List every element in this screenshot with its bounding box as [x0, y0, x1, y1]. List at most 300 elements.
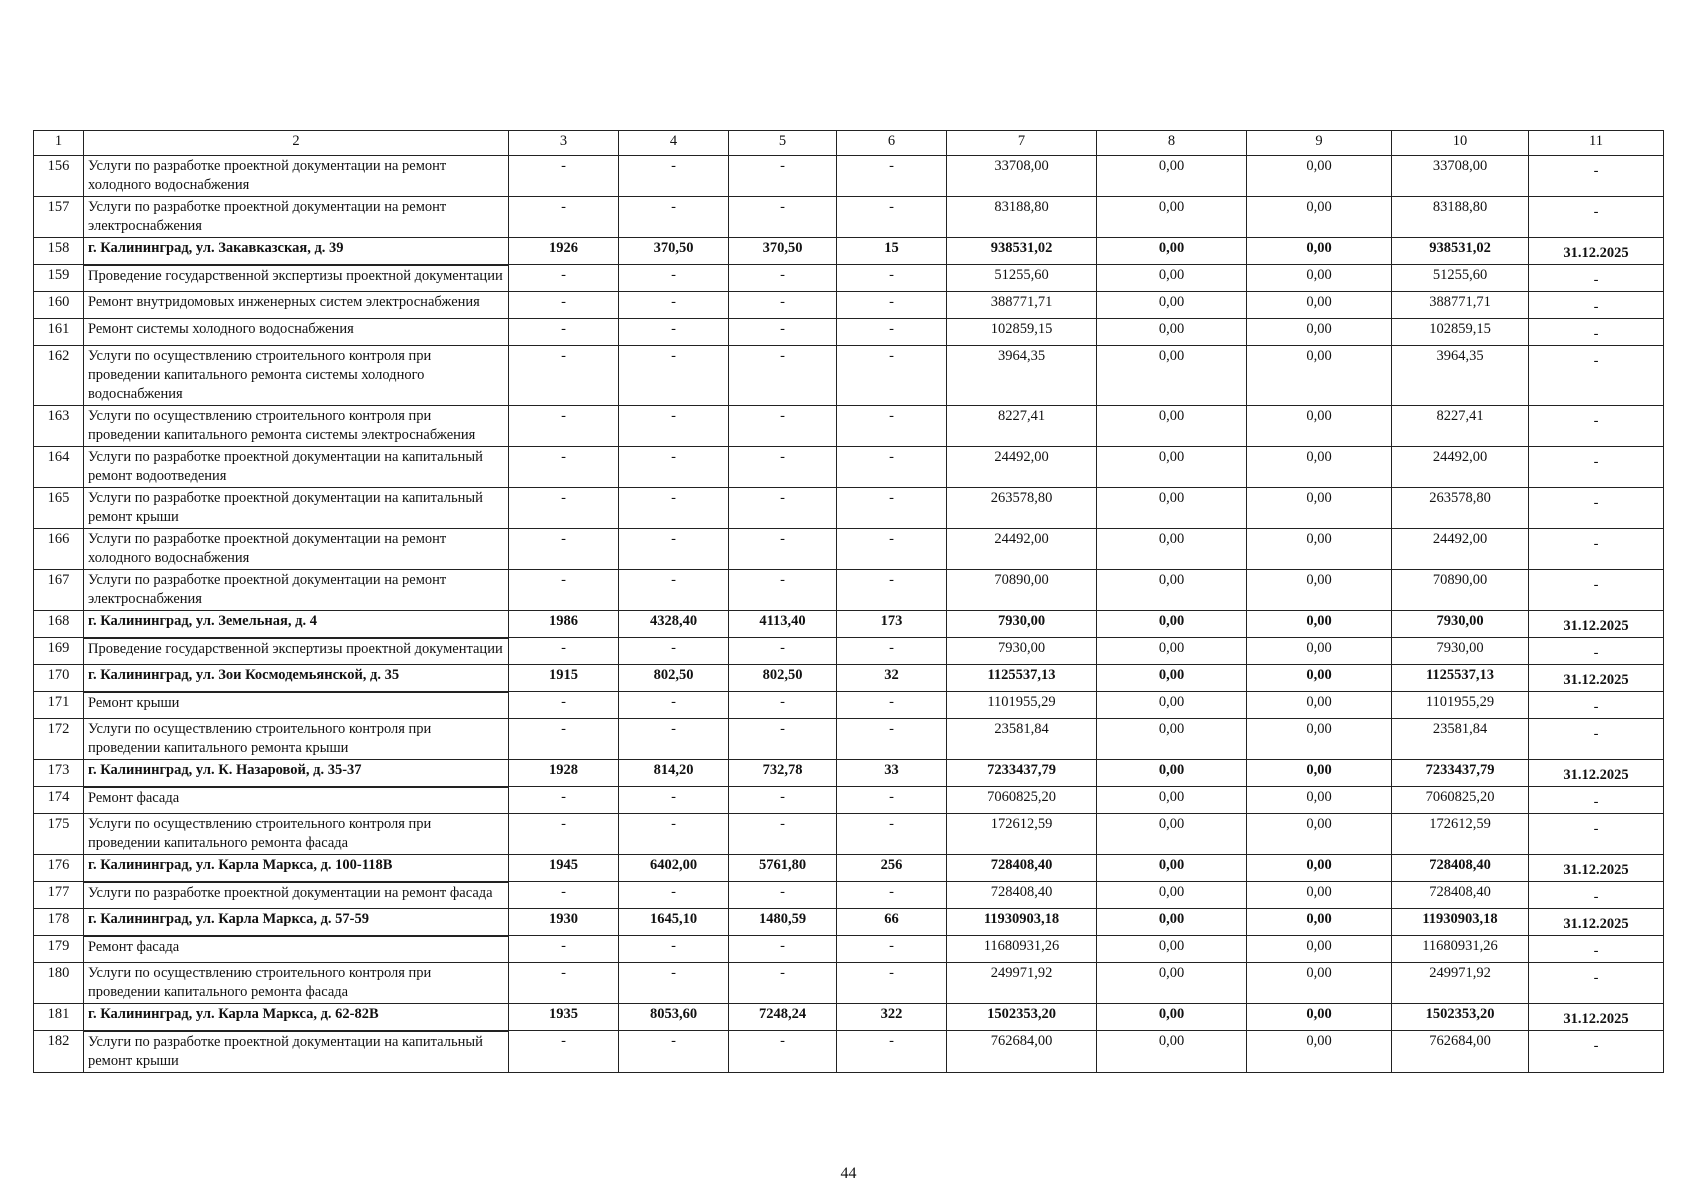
cell-col-5: 1480,59 [729, 909, 837, 936]
cell-col-5: - [729, 319, 837, 346]
cell-col-11: 31.12.2025 [1529, 238, 1664, 265]
cell-col-9: 0,00 [1247, 1031, 1392, 1073]
table-row [34, 292, 1664, 319]
cell-col-10: 7930,00 [1392, 638, 1529, 665]
cell-col-6: 256 [837, 855, 947, 882]
cell-col-1: 168 [34, 611, 84, 638]
cell-col-2: Услуги по разработке проектной документации на капитальный ремонт крыши [84, 488, 509, 529]
table-row [34, 814, 1664, 855]
cell-col-2: г. Калининград, ул. Карла Маркса, д. 100-118В [84, 855, 509, 882]
cell-col-3: - [509, 447, 619, 488]
cell-col-2: г. Калининград, ул. К. Назаровой, д. 35-37 [84, 760, 509, 787]
cell-col-4: 4328,40 [619, 611, 729, 638]
cell-col-4: - [619, 882, 729, 909]
cell-col-4: 8053,60 [619, 1004, 729, 1031]
cell-col-10: 728408,40 [1392, 882, 1529, 909]
cell-col-4: 370,50 [619, 238, 729, 265]
cell-col-5: - [729, 529, 837, 570]
cell-col-3: - [509, 692, 619, 719]
cell-col-6: - [837, 692, 947, 719]
table-row [34, 936, 1664, 963]
cell-col-6: 322 [837, 1004, 947, 1031]
cell-col-4: - [619, 346, 729, 406]
cell-col-5: - [729, 963, 837, 1004]
cell-col-7: 11680931,26 [947, 936, 1097, 963]
cell-col-9: 0,00 [1247, 787, 1392, 814]
cell-col-8: 0,00 [1097, 1004, 1247, 1031]
cell-col-8: 0,00 [1097, 529, 1247, 570]
cell-col-9: 0,00 [1247, 719, 1392, 760]
cell-col-11: 31.12.2025 [1529, 665, 1664, 692]
address-row [34, 611, 1664, 638]
cell-col-7: 24492,00 [947, 529, 1097, 570]
table-row [34, 529, 1664, 570]
cell-col-8: 0,00 [1097, 787, 1247, 814]
cell-col-7: 249971,92 [947, 963, 1097, 1004]
cell-col-10: 249971,92 [1392, 963, 1529, 1004]
cell-col-1: 163 [34, 406, 84, 447]
cell-col-1: 172 [34, 719, 84, 760]
cell-col-5: 5761,80 [729, 855, 837, 882]
table-row [34, 197, 1664, 238]
cell-col-3: - [509, 346, 619, 406]
cell-col-4: - [619, 156, 729, 197]
address-row [34, 760, 1664, 787]
cell-col-4: - [619, 406, 729, 447]
cell-col-7: 938531,02 [947, 238, 1097, 265]
cell-col-2: Ремонт системы холодного водоснабжения [84, 319, 509, 346]
cell-col-6: - [837, 292, 947, 319]
cell-col-7: 23581,84 [947, 719, 1097, 760]
column-header-1: 1 [34, 131, 84, 156]
cell-col-8: 0,00 [1097, 909, 1247, 936]
cell-col-4: - [619, 570, 729, 611]
cell-col-2: Услуги по разработке проектной документации на капитальный ремонт крыши [84, 1031, 509, 1073]
table-row [34, 787, 1664, 814]
cell-col-9: 0,00 [1247, 760, 1392, 787]
cell-col-8: 0,00 [1097, 814, 1247, 855]
cell-col-11: - [1529, 882, 1664, 909]
cell-col-3: - [509, 882, 619, 909]
cell-col-5: 4113,40 [729, 611, 837, 638]
cell-col-10: 7930,00 [1392, 611, 1529, 638]
cell-col-1: 178 [34, 909, 84, 936]
cell-col-11: - [1529, 346, 1664, 406]
cell-col-11: - [1529, 570, 1664, 611]
table-body [34, 156, 1664, 1073]
cell-col-4: - [619, 692, 729, 719]
cell-col-5: - [729, 814, 837, 855]
table-row [34, 265, 1664, 292]
cell-col-6: - [837, 638, 947, 665]
cell-col-7: 70890,00 [947, 570, 1097, 611]
column-header-9: 9 [1247, 131, 1392, 156]
cell-col-7: 8227,41 [947, 406, 1097, 447]
cell-col-6: - [837, 156, 947, 197]
address-row [34, 665, 1664, 692]
table-row [34, 882, 1664, 909]
column-number-row [34, 131, 1664, 156]
cell-col-7: 33708,00 [947, 156, 1097, 197]
cell-col-5: - [729, 488, 837, 529]
cell-col-9: 0,00 [1247, 406, 1392, 447]
cell-col-6: - [837, 488, 947, 529]
cell-col-2: Услуги по разработке проектной документации на капитальный ремонт водоотведения [84, 447, 509, 488]
cell-col-7: 7930,00 [947, 611, 1097, 638]
cell-col-8: 0,00 [1097, 692, 1247, 719]
cell-col-5: - [729, 638, 837, 665]
cell-col-3: 1930 [509, 909, 619, 936]
table-row [34, 692, 1664, 719]
cell-col-11: - [1529, 156, 1664, 197]
column-header-4: 4 [619, 131, 729, 156]
cell-col-5: - [729, 882, 837, 909]
cell-col-1: 164 [34, 447, 84, 488]
cell-col-5: - [729, 1031, 837, 1073]
cell-col-3: - [509, 936, 619, 963]
cell-col-2: Проведение государственной экспертизы проектной документации [84, 638, 509, 665]
cell-col-9: 0,00 [1247, 570, 1392, 611]
cell-col-7: 172612,59 [947, 814, 1097, 855]
table-row [34, 319, 1664, 346]
cell-col-10: 24492,00 [1392, 447, 1529, 488]
cell-col-2: Услуги по осуществлению строительного контроля при проведении капитального ремонта фасада [84, 963, 509, 1004]
cell-col-10: 172612,59 [1392, 814, 1529, 855]
cell-col-7: 1502353,20 [947, 1004, 1097, 1031]
cell-col-7: 24492,00 [947, 447, 1097, 488]
cell-col-1: 177 [34, 882, 84, 909]
cell-col-3: 1915 [509, 665, 619, 692]
cell-col-11: 31.12.2025 [1529, 760, 1664, 787]
column-header-10: 10 [1392, 131, 1529, 156]
cell-col-3: - [509, 156, 619, 197]
cell-col-7: 728408,40 [947, 855, 1097, 882]
cell-col-1: 174 [34, 787, 84, 814]
cell-col-4: - [619, 638, 729, 665]
address-row [34, 855, 1664, 882]
cell-col-8: 0,00 [1097, 719, 1247, 760]
cell-col-4: - [619, 292, 729, 319]
cell-col-6: - [837, 963, 947, 1004]
cell-col-3: - [509, 319, 619, 346]
cell-col-6: - [837, 197, 947, 238]
cell-col-4: - [619, 319, 729, 346]
cell-col-9: 0,00 [1247, 814, 1392, 855]
cell-col-9: 0,00 [1247, 292, 1392, 319]
cell-col-6: - [837, 447, 947, 488]
cell-col-5: - [729, 692, 837, 719]
cell-col-6: - [837, 346, 947, 406]
cell-col-9: 0,00 [1247, 963, 1392, 1004]
cell-col-10: 762684,00 [1392, 1031, 1529, 1073]
cell-col-7: 51255,60 [947, 265, 1097, 292]
cell-col-10: 938531,02 [1392, 238, 1529, 265]
cell-col-8: 0,00 [1097, 882, 1247, 909]
cell-col-10: 3964,35 [1392, 346, 1529, 406]
table-row [34, 1031, 1664, 1073]
cell-col-10: 83188,80 [1392, 197, 1529, 238]
cell-col-11: - [1529, 319, 1664, 346]
table-row [34, 156, 1664, 197]
cell-col-3: 1928 [509, 760, 619, 787]
cell-col-9: 0,00 [1247, 529, 1392, 570]
table-row [34, 719, 1664, 760]
cell-col-4: - [619, 447, 729, 488]
cell-col-9: 0,00 [1247, 197, 1392, 238]
cell-col-11: - [1529, 638, 1664, 665]
cell-col-9: 0,00 [1247, 909, 1392, 936]
cell-col-4: - [619, 488, 729, 529]
cell-col-2: Проведение государственной экспертизы проектной документации [84, 265, 509, 292]
cell-col-5: - [729, 936, 837, 963]
cell-col-1: 181 [34, 1004, 84, 1031]
address-row [34, 238, 1664, 265]
cell-col-10: 102859,15 [1392, 319, 1529, 346]
cell-col-1: 157 [34, 197, 84, 238]
cell-col-1: 176 [34, 855, 84, 882]
cell-col-11: - [1529, 963, 1664, 1004]
cell-col-4: 6402,00 [619, 855, 729, 882]
cell-col-3: - [509, 719, 619, 760]
cell-col-11: - [1529, 265, 1664, 292]
table-row [34, 488, 1664, 529]
cell-col-11: - [1529, 814, 1664, 855]
cell-col-6: - [837, 814, 947, 855]
cell-col-2: Ремонт внутридомовых инженерных систем электроснабжения [84, 292, 509, 319]
cell-col-2: Ремонт крыши [84, 692, 509, 719]
cell-col-10: 1502353,20 [1392, 1004, 1529, 1031]
cell-col-8: 0,00 [1097, 488, 1247, 529]
cell-col-9: 0,00 [1247, 692, 1392, 719]
cell-col-7: 11930903,18 [947, 909, 1097, 936]
cell-col-2: Услуги по осуществлению строительного контроля при проведении капитального ремонта крыши [84, 719, 509, 760]
column-header-7: 7 [947, 131, 1097, 156]
cell-col-1: 166 [34, 529, 84, 570]
cell-col-5: - [729, 570, 837, 611]
cell-col-9: 0,00 [1247, 665, 1392, 692]
cell-col-1: 171 [34, 692, 84, 719]
cell-col-5: - [729, 787, 837, 814]
cell-col-8: 0,00 [1097, 1031, 1247, 1073]
column-header-2: 2 [84, 131, 509, 156]
cell-col-6: - [837, 319, 947, 346]
cell-col-11: - [1529, 488, 1664, 529]
cell-col-5: - [729, 265, 837, 292]
cell-col-6: 173 [837, 611, 947, 638]
cell-col-9: 0,00 [1247, 638, 1392, 665]
table-row [34, 406, 1664, 447]
cell-col-3: - [509, 265, 619, 292]
cell-col-2: Услуги по осуществлению строительного контроля при проведении капитального ремонта системы электроснабжения [84, 406, 509, 447]
cell-col-4: 802,50 [619, 665, 729, 692]
cell-col-2: г. Калининград, ул. Земельная, д. 4 [84, 611, 509, 638]
cell-col-1: 162 [34, 346, 84, 406]
cell-col-8: 0,00 [1097, 265, 1247, 292]
cell-col-5: - [729, 719, 837, 760]
cell-col-4: - [619, 265, 729, 292]
cell-col-5: 370,50 [729, 238, 837, 265]
cell-col-9: 0,00 [1247, 447, 1392, 488]
cell-col-3: - [509, 1031, 619, 1073]
cell-col-4: - [619, 529, 729, 570]
cell-col-5: - [729, 346, 837, 406]
cell-col-3: - [509, 638, 619, 665]
address-row [34, 1004, 1664, 1031]
cell-col-11: 31.12.2025 [1529, 855, 1664, 882]
cell-col-4: - [619, 936, 729, 963]
cell-col-7: 7233437,79 [947, 760, 1097, 787]
cell-col-11: - [1529, 292, 1664, 319]
cell-col-2: Услуги по осуществлению строительного контроля при проведении капитального ремонта фасада [84, 814, 509, 855]
cell-col-2: Услуги по разработке проектной документации на ремонт электроснабжения [84, 570, 509, 611]
page-number: 44 [840, 1165, 857, 1182]
cell-col-3: 1926 [509, 238, 619, 265]
table-row [34, 638, 1664, 665]
cell-col-6: 66 [837, 909, 947, 936]
repair-program-table [33, 130, 1664, 1073]
cell-col-11: - [1529, 197, 1664, 238]
cell-col-4: - [619, 963, 729, 1004]
cell-col-9: 0,00 [1247, 319, 1392, 346]
cell-col-7: 263578,80 [947, 488, 1097, 529]
cell-col-2: Ремонт фасада [84, 787, 509, 814]
cell-col-3: 1945 [509, 855, 619, 882]
cell-col-10: 23581,84 [1392, 719, 1529, 760]
cell-col-7: 728408,40 [947, 882, 1097, 909]
cell-col-8: 0,00 [1097, 936, 1247, 963]
table-row [34, 570, 1664, 611]
cell-col-2: г. Калининград, ул. Закавказская, д. 39 [84, 238, 509, 265]
cell-col-6: - [837, 787, 947, 814]
cell-col-2: Услуги по осуществлению строительного контроля при проведении капитального ремонта системы холодного водоснабжения [84, 346, 509, 406]
cell-col-3: - [509, 292, 619, 319]
cell-col-10: 11680931,26 [1392, 936, 1529, 963]
cell-col-7: 388771,71 [947, 292, 1097, 319]
column-header-8: 8 [1097, 131, 1247, 156]
cell-col-2: Услуги по разработке проектной документации на ремонт электроснабжения [84, 197, 509, 238]
cell-col-8: 0,00 [1097, 665, 1247, 692]
cell-col-9: 0,00 [1247, 882, 1392, 909]
cell-col-8: 0,00 [1097, 406, 1247, 447]
cell-col-9: 0,00 [1247, 488, 1392, 529]
cell-col-2: г. Калининград, ул. Зои Космодемьянской, д. 35 [84, 665, 509, 692]
cell-col-8: 0,00 [1097, 570, 1247, 611]
cell-col-8: 0,00 [1097, 238, 1247, 265]
cell-col-11: - [1529, 406, 1664, 447]
cell-col-10: 1125537,13 [1392, 665, 1529, 692]
cell-col-1: 165 [34, 488, 84, 529]
cell-col-2: г. Калининград, ул. Карла Маркса, д. 62-82В [84, 1004, 509, 1031]
cell-col-9: 0,00 [1247, 611, 1392, 638]
cell-col-1: 182 [34, 1031, 84, 1073]
cell-col-1: 180 [34, 963, 84, 1004]
cell-col-3: - [509, 529, 619, 570]
cell-col-7: 762684,00 [947, 1031, 1097, 1073]
cell-col-2: Ремонт фасада [84, 936, 509, 963]
cell-col-10: 70890,00 [1392, 570, 1529, 611]
cell-col-1: 173 [34, 760, 84, 787]
cell-col-1: 175 [34, 814, 84, 855]
cell-col-11: - [1529, 447, 1664, 488]
cell-col-9: 0,00 [1247, 265, 1392, 292]
cell-col-7: 7060825,20 [947, 787, 1097, 814]
cell-col-6: - [837, 570, 947, 611]
cell-col-8: 0,00 [1097, 292, 1247, 319]
cell-col-3: 1935 [509, 1004, 619, 1031]
table-row [34, 963, 1664, 1004]
cell-col-7: 1125537,13 [947, 665, 1097, 692]
table-row [34, 346, 1664, 406]
cell-col-6: - [837, 936, 947, 963]
column-header-11: 11 [1529, 131, 1664, 156]
cell-col-5: 7248,24 [729, 1004, 837, 1031]
cell-col-7: 3964,35 [947, 346, 1097, 406]
cell-col-5: - [729, 292, 837, 319]
cell-col-4: - [619, 1031, 729, 1073]
cell-col-11: 31.12.2025 [1529, 611, 1664, 638]
cell-col-11: 31.12.2025 [1529, 1004, 1664, 1031]
cell-col-8: 0,00 [1097, 855, 1247, 882]
cell-col-6: - [837, 1031, 947, 1073]
cell-col-9: 0,00 [1247, 855, 1392, 882]
cell-col-11: - [1529, 787, 1664, 814]
cell-col-5: - [729, 406, 837, 447]
cell-col-3: - [509, 814, 619, 855]
cell-col-9: 0,00 [1247, 238, 1392, 265]
cell-col-7: 1101955,29 [947, 692, 1097, 719]
cell-col-6: - [837, 719, 947, 760]
cell-col-4: - [619, 814, 729, 855]
cell-col-2: Услуги по разработке проектной документации на ремонт холодного водоснабжения [84, 529, 509, 570]
cell-col-7: 83188,80 [947, 197, 1097, 238]
cell-col-1: 179 [34, 936, 84, 963]
cell-col-4: - [619, 719, 729, 760]
cell-col-9: 0,00 [1247, 936, 1392, 963]
cell-col-4: - [619, 197, 729, 238]
cell-col-3: - [509, 963, 619, 1004]
cell-col-8: 0,00 [1097, 156, 1247, 197]
cell-col-6: 15 [837, 238, 947, 265]
cell-col-11: - [1529, 692, 1664, 719]
cell-col-1: 170 [34, 665, 84, 692]
cell-col-10: 33708,00 [1392, 156, 1529, 197]
cell-col-6: 32 [837, 665, 947, 692]
table-row [34, 447, 1664, 488]
cell-col-3: - [509, 787, 619, 814]
cell-col-10: 8227,41 [1392, 406, 1529, 447]
cell-col-5: 802,50 [729, 665, 837, 692]
cell-col-6: - [837, 406, 947, 447]
cell-col-10: 51255,60 [1392, 265, 1529, 292]
cell-col-8: 0,00 [1097, 963, 1247, 1004]
cell-col-3: - [509, 406, 619, 447]
cell-col-10: 1101955,29 [1392, 692, 1529, 719]
cell-col-1: 161 [34, 319, 84, 346]
cell-col-4: 1645,10 [619, 909, 729, 936]
cell-col-6: - [837, 882, 947, 909]
cell-col-8: 0,00 [1097, 319, 1247, 346]
cell-col-7: 102859,15 [947, 319, 1097, 346]
cell-col-1: 169 [34, 638, 84, 665]
cell-col-4: - [619, 787, 729, 814]
cell-col-1: 167 [34, 570, 84, 611]
cell-col-4: 814,20 [619, 760, 729, 787]
cell-col-8: 0,00 [1097, 611, 1247, 638]
cell-col-3: - [509, 488, 619, 529]
cell-col-1: 159 [34, 265, 84, 292]
cell-col-10: 728408,40 [1392, 855, 1529, 882]
cell-col-8: 0,00 [1097, 346, 1247, 406]
